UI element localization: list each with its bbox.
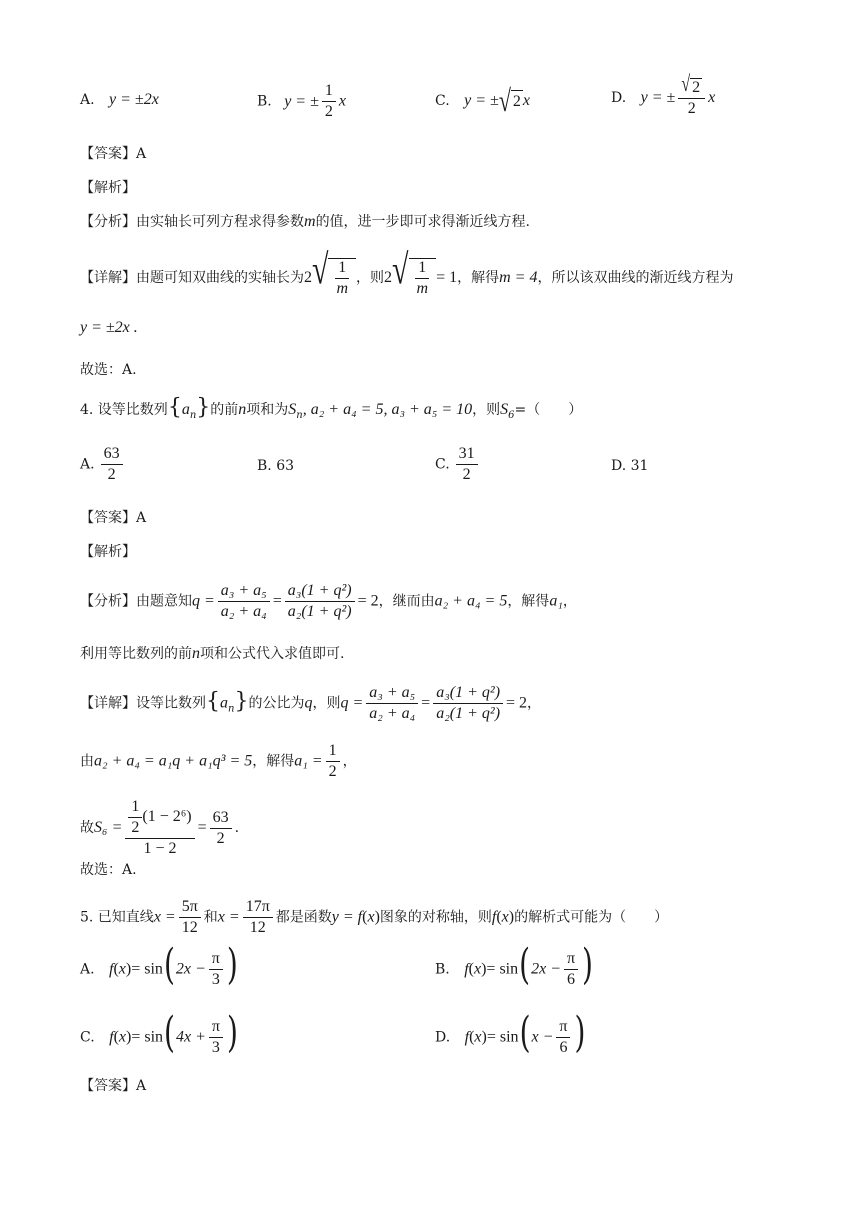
q5-stem: 5. 已知直线x = $\frac{5\pi}{12}$ 和x = $\frac{17\pi}{12}$ 都是函数y = f(x)图象的对称轴，则f(x)的解析式可能为（ ）: [80, 898, 669, 936]
fraction: $\frac{1}{2}$: [322, 82, 336, 121]
sqrt: √ 2: [498, 82, 521, 118]
q3-option-a: A. y = ±2x: [80, 91, 159, 108]
q4-option-a: A. $\frac{63}{2}$: [80, 445, 126, 484]
q4-choice-line: 故选：A.: [80, 862, 137, 878]
sqrt: √ $\frac{1}{m}$: [392, 258, 436, 298]
q3-option-b: B. y = ± $\frac{1}{2}$ x: [257, 82, 346, 120]
q4-fenxi-line: 【分析】由题意知q = $\frac{\text{a₃ + a₅}}{\text{a₂ + a₄}}$ = $\frac{\text{a₃(1 + q²)}}{\text{a₂(1 + q²)}}$ = 2，继而由a₂ + a₄ = 5，解得a₁，: [80, 582, 577, 620]
q4-answer-line: 【答案】A: [80, 510, 147, 526]
q3-xiangjie-line: 【详解】由题可知双曲线的实轴长为2 √ $\frac{1}{m}$ ，则2 √ $\frac{1}{m}$ = 1，解得m = 4，所以该双曲线的渐近线方程为: [80, 247, 734, 297]
q5-option-c: C. f(x)= sin(4x + $\frac{\pi}{3}$ ): [80, 1007, 238, 1057]
q3-option-d: D. y = ± √ 2 2 x: [611, 72, 716, 117]
sqrt: √ $\frac{1}{m}$: [312, 258, 356, 298]
q4-fenxi-line-2: 利用等比数列的前n项和公式代入求值即可.: [80, 645, 345, 662]
fraction: √ 2 2: [678, 78, 705, 118]
q3-choice-line: 故选：A.: [80, 362, 137, 378]
q5-option-a: A. f(x)= sin(2x − $\frac{\pi}{3}$ ): [80, 939, 238, 989]
q3-fenxi-line: 【分析】由实轴长可列方程求得参数m的值，进一步即可求得渐近线方程.: [80, 213, 531, 230]
q4-option-d: D. 31: [611, 458, 649, 474]
q5-answer-line: 【答案】A: [80, 1078, 147, 1094]
q3-answer-line: 【答案】A: [80, 146, 147, 162]
q4-gu-line: 故S₆ = $\frac{1}{2}$ (1 − 2⁶) 1 − 2 = $\frac{63}{2}$ .: [80, 798, 240, 857]
q4-xiangjie-line: 【详解】设等比数列$\{a_n\}$的公比为q，则q = $\frac{\text{a₃ + a₅}}{\text{a₂ + a₄}}$ = $\frac{\text{a₃(1 + q²)}}{\text{a₂(1 + q²)}}$ = 2，: [80, 684, 542, 722]
q4-option-c: C. $\frac{31}{2}$: [435, 445, 481, 484]
q4-you-line: 由a₂ + a₄ = a₁q + a₁q³ = 5，解得a₁ = $\frac{1}{2}$ ，: [80, 742, 357, 780]
q4-stem: 4. 设等比数列$\{a_n\}$的前n项和为$S_n$, a₂ + a₄ = 5, a₃ + a₅ = 10，则$S_6=$（ ）: [80, 395, 583, 421]
q4-analysis-tag: 【解析】: [80, 544, 136, 560]
q5-option-b: B. f(x)= sin(2x − $\frac{\pi}{6}$ ): [435, 939, 593, 989]
q3-result-line: y = ±2x .: [80, 319, 138, 336]
q3-option-c: C. y = ± √ 2 x: [435, 82, 530, 118]
q5-option-d: D. f(x)= sin(x − $\frac{\pi}{6}$ ): [435, 1007, 586, 1057]
q3-analysis-tag: 【解析】: [80, 180, 136, 196]
q4-option-b: B. 63: [257, 458, 295, 474]
